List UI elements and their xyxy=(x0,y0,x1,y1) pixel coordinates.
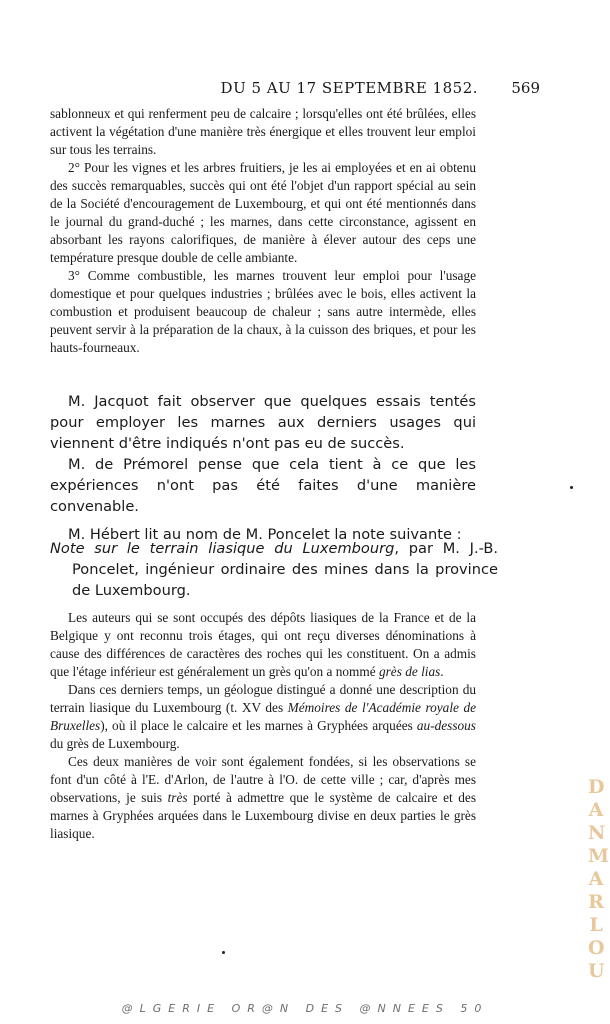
paragraph-observations: Ces deux manières de voir sont également fondées, si les observations se font d'un côté à l'E. d'Arlon, de l'autre à l'O. de cette ville ; car, d'après mes observations, je suis très porté à admettre que le système de calcaire et des marnes à Gryphées arquées dans le Luxembourg divise en deux parties le grès liasique. xyxy=(50,754,476,841)
paragraph-vignes: 2° Pour les vignes et les arbres fruitiers, je les ai employées et en ai obtenu des succès remarquables, succès qui ont été l'objet d'un rapport spécial au sein de la Société d'encouragement de Luxembourg, et qui ont été mentionnés dans le journal du grand-duché ; les marnes, dans cette circonstance, agissent en absorbant les rayons calorifiques, de manière à élever autour des ceps une température presque double de celle ambiante. xyxy=(50,160,476,265)
page-number: 569 xyxy=(511,79,540,97)
speck-mark xyxy=(570,486,573,489)
note-title-author: , par M. J.-B. Poncelet, ingénieur ordinaire des mines dans la province de Luxembourg. xyxy=(72,540,498,599)
note-title xyxy=(50,538,498,601)
paragraph-continuation: sablonneux et qui renferment peu de calcaire ; lorsqu'elles ont été brûlées, elles activent la végétation d'une manière très énergique et elles trouvent leur emploi sur tous les terrains. xyxy=(50,106,476,157)
paragraph-combustible: 3° Comme combustible, les marnes trouvent leur emploi pour l'usage domestique et pour quelques industries ; brûlées avec le bois, elles activent la combustion et produisent beaucoup de chaleur ; sans autre intermède, elles peuvent servir à la préparation de la chaux, à la cuisson des briques, et pour les hauts-fourneaux. xyxy=(50,268,476,355)
speck-mark xyxy=(222,951,225,954)
paragraph-auteurs: Les auteurs qui se sont occupés des dépôts liasiques de la France et de la Belgique y ont reconnu trois étages, qui ont reçu diverses dénominations à cause des différences de caractères des roches qui les constituent. On a admis que l'étage inférieur est généralement un grès qu'on a nommé grès de lias. xyxy=(50,610,476,679)
paragraph-hebert: M. Hébert lit au nom de M. Poncelet la note suivante : xyxy=(68,526,462,543)
paragraph-premorel: M. de Prémorel pense que cela tient à ce que les expériences n'ont pas été faites d'une manière convenable. xyxy=(50,456,476,515)
footer-watermark: @LGERIE OR@N DES @NNEES 50 xyxy=(121,1002,489,1015)
note-title-italic: Note sur le terrain liasique du Luxembourg xyxy=(50,540,395,557)
section-note-body xyxy=(50,609,476,843)
section-discussion xyxy=(50,391,476,545)
section-top xyxy=(50,105,476,357)
paragraph-geologue: Dans ces derniers temps, un géologue distingué a donné une description du terrain liasique du Luxembourg (t. XV des Mémoires de l'Académie royale de Bruxelles), où il place le calcaire et les marnes à Gryphées arquées au-dessous du grès de Luxembourg. xyxy=(50,682,476,751)
running-title: DU 5 AU 17 SEPTEMBRE 1852. xyxy=(220,79,478,97)
paragraph-jacquot: M. Jacquot fait observer que quelques essais tentés pour employer les marnes aux derniers usages qui viennent d'être indiqués n'ont pas eu de succès. xyxy=(50,393,476,452)
side-watermark: DANMARLOU xyxy=(588,776,610,982)
